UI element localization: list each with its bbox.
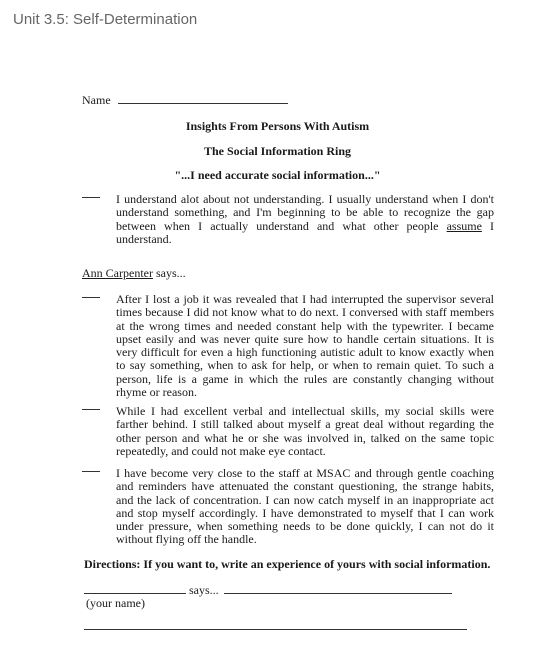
- author-name: Ann Carpenter: [82, 266, 153, 280]
- intro-text: I understand alot about not understanding. I usually understand when I don't understand something, and I'm beginning to be able to recognize the gap between when I actually understand and what other people assume I understand.: [116, 192, 494, 246]
- your-name-field[interactable]: [84, 593, 186, 594]
- page-subtitle: The Social Information Ring: [203, 144, 351, 158]
- list-item: [82, 467, 494, 547]
- check-blank[interactable]: [82, 409, 100, 410]
- attribution: Ann Carpenter says...: [82, 266, 186, 280]
- response-field[interactable]: [224, 593, 452, 594]
- check-blank[interactable]: [82, 297, 100, 298]
- list-item: [82, 293, 494, 399]
- directions: Directions: If you want to, write an experience of yours with social information.: [84, 557, 491, 571]
- name-label: Name: [82, 93, 111, 107]
- unit-title: Unit 3.5: Self-Determination: [13, 11, 198, 28]
- item-text: I have become very close to the staff at MSAC and through gentle coaching and reminders have attenuated the constant questioning, the strange habits, and the lack of concentration. I can now catch myself in an inappropriate act and stop myself accordingly. I have demonstrated to myself that I can work under pressure, when something needs to be done quickly, I can not do it without flying off the handle.: [116, 466, 494, 547]
- response-line[interactable]: [84, 629, 467, 630]
- says-label: says...: [186, 583, 222, 597]
- check-blank[interactable]: [82, 471, 100, 472]
- list-item: [82, 405, 494, 458]
- assume-word: assume: [446, 218, 482, 233]
- page-quote: "...I need accurate social information...": [174, 168, 381, 182]
- item-text: After I lost a job it was revealed that I had interrupted the supervisor several times because I did not know what to do next. I conversed with staff members at the wrong times and needed constant help with the typewriter. I became upset easily and was never quite sure how to handle certain situations. It is very difficult for even a high functioning autistic adult to know exactly when to say something, when to ask for help, or when to remain quiet. To such a person, life is a game in which the rules are constantly changing without rhyme or reason.: [116, 292, 494, 400]
- name-field[interactable]: [118, 92, 288, 104]
- check-blank[interactable]: [82, 197, 100, 198]
- item-text: While I had excellent verbal and intellectual skills, my social skills were farther behind. I still talked about myself a great deal without regarding the other person and what he or she was involved in, talked on the same topic repeatedly, and could not make eye contact.: [116, 404, 494, 458]
- name-row: [82, 92, 288, 108]
- your-name-label: (your name): [86, 596, 145, 610]
- page-title: Insights From Persons With Autism: [185, 119, 370, 133]
- intro-item: [82, 193, 494, 246]
